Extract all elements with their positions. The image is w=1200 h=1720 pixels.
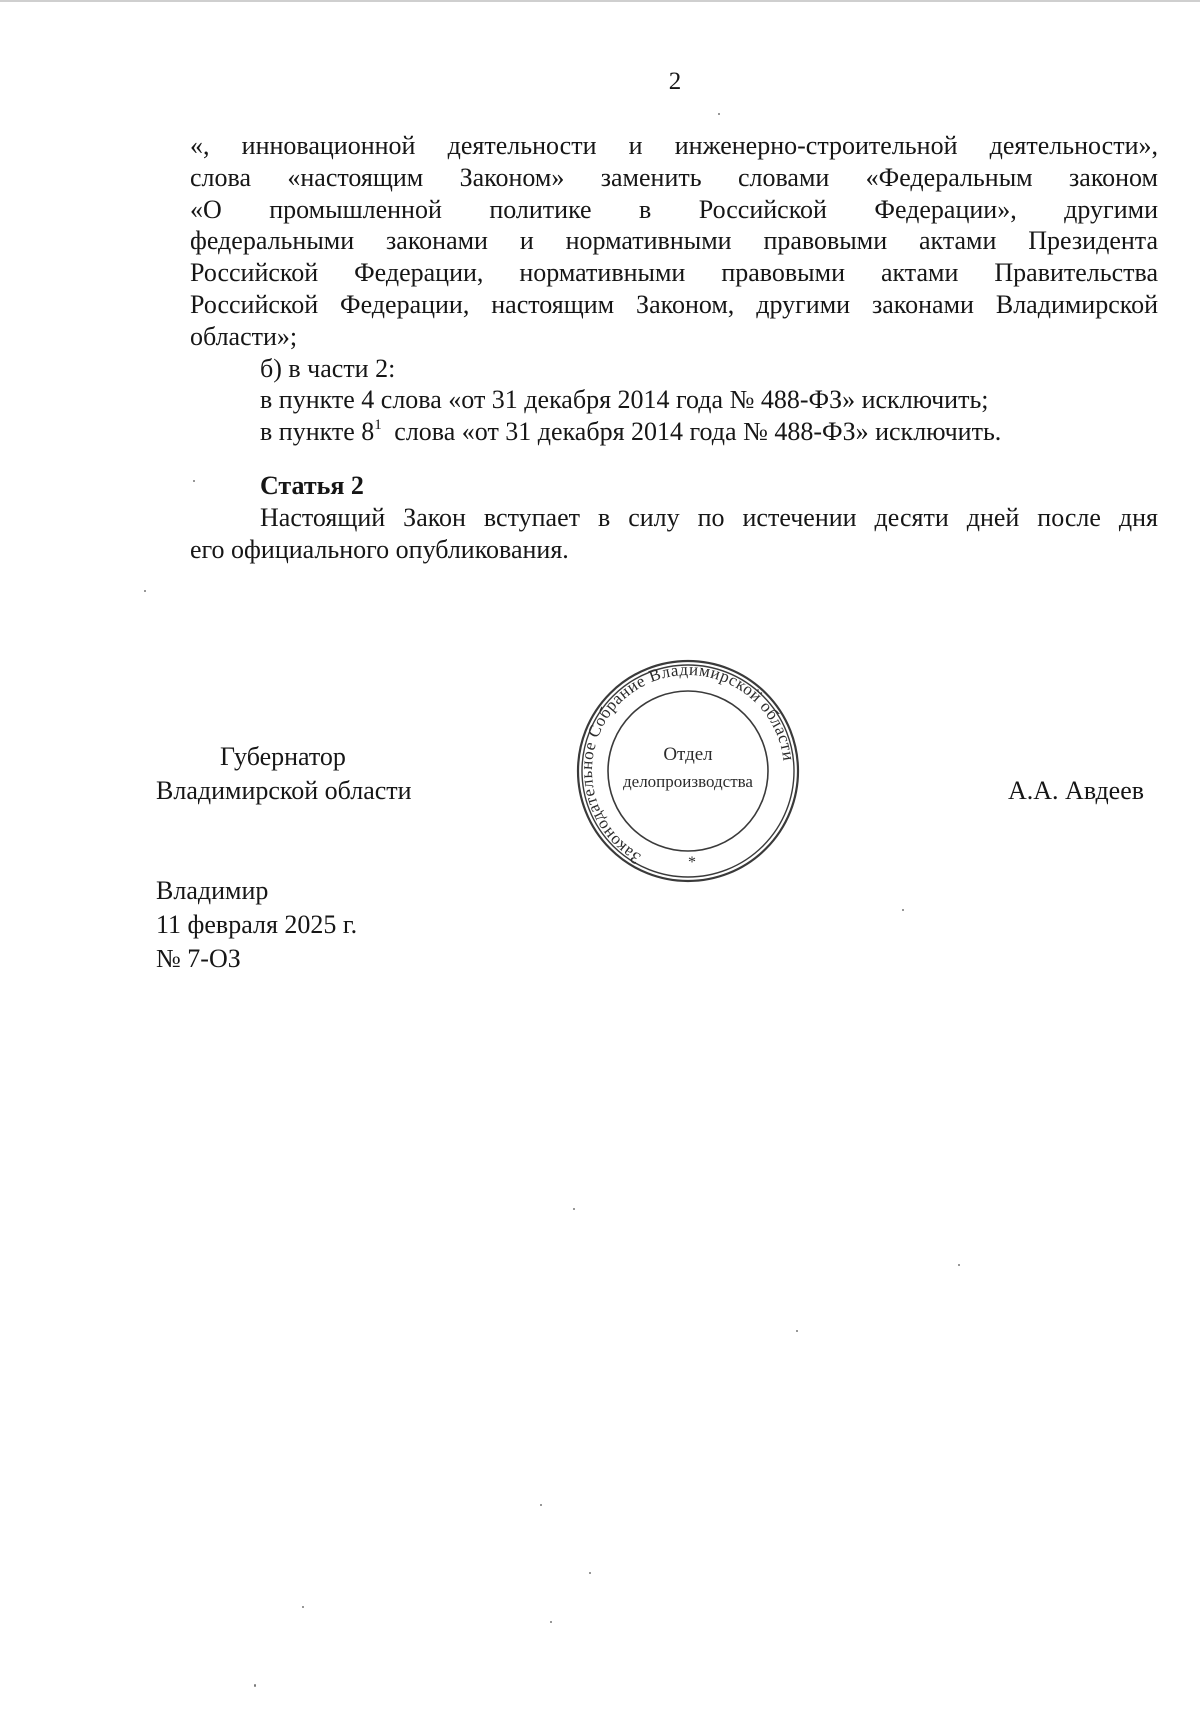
scan-speck <box>302 1606 304 1608</box>
text-line: федеральными законами и нормативными правовыми актами Президента <box>190 226 1158 256</box>
article-2-line: его официального опубликования. <box>190 534 569 564</box>
seal-graphic <box>576 656 800 886</box>
law-text <box>190 130 1158 565</box>
scan-speck <box>254 1684 256 1687</box>
seal-center-line: Отдел <box>663 744 713 765</box>
scan-edge <box>0 0 1200 2</box>
scan-speck <box>540 1504 542 1506</box>
text-line: Российской Федерации, настоящим Законом, другими законами Владимирской <box>190 289 1158 319</box>
article-2-line: Настоящий Закон вступает в силу по истечении десяти дней после дня <box>260 502 1158 532</box>
item-8-1-amendment <box>190 416 1158 448</box>
place-date-number <box>156 874 357 976</box>
governor-title-line: Губернатор <box>220 742 346 771</box>
text-line: «, инновационной деятельности и инженерно-строительной деятельности», <box>190 131 1158 160</box>
scan-speck <box>718 113 720 115</box>
subsection-b: б) в части 2: <box>260 353 396 383</box>
seal-center-line: делопроизводства <box>623 772 753 791</box>
law-number: № 7-ОЗ <box>156 944 241 973</box>
governor-title-line: Владимирской области <box>156 776 412 805</box>
item-8-suffix: слова «от 31 декабря 2014 года № 488-ФЗ» исключить. <box>394 417 1002 447</box>
item-8-prefix: в пункте 8 <box>260 417 375 447</box>
text-line: области»; <box>190 321 298 351</box>
scan-speck <box>958 1264 960 1266</box>
scan-speck <box>589 1572 591 1574</box>
governor-title <box>156 740 412 808</box>
city: Владимир <box>156 876 269 905</box>
seal-inner-ring <box>608 691 768 851</box>
seal-star-icon: * <box>688 854 696 871</box>
text-line: слова «настоящим Законом» заменить словами «Федеральным законом <box>190 162 1158 192</box>
signing-date: 11 февраля 2025 г. <box>156 910 358 939</box>
signatory-name: А.А. Авдеев <box>1008 776 1145 805</box>
text-line: «О промышленной политике в Российской Федерации», другими <box>190 194 1158 224</box>
item-4-amendment: в пункте 4 слова «от 31 декабря 2014 года № 488-ФЗ» исключить; <box>260 385 989 415</box>
official-seal <box>576 656 800 886</box>
seal-ring-textpath: Законодательное Собрание Владимирской области <box>576 659 799 869</box>
scan-speck <box>573 1208 575 1210</box>
scan-speck <box>193 480 195 482</box>
article-2-title: Статья 2 <box>260 470 364 500</box>
scan-speck <box>796 1330 798 1332</box>
scan-speck <box>902 909 904 911</box>
scan-speck <box>550 1621 552 1623</box>
page-number: 2 <box>668 68 682 95</box>
text-line: Российской Федерации, нормативными правовыми актами Правительства <box>190 258 1158 288</box>
item-8-superscript: 1 <box>374 416 382 433</box>
scan-speck <box>144 590 146 592</box>
